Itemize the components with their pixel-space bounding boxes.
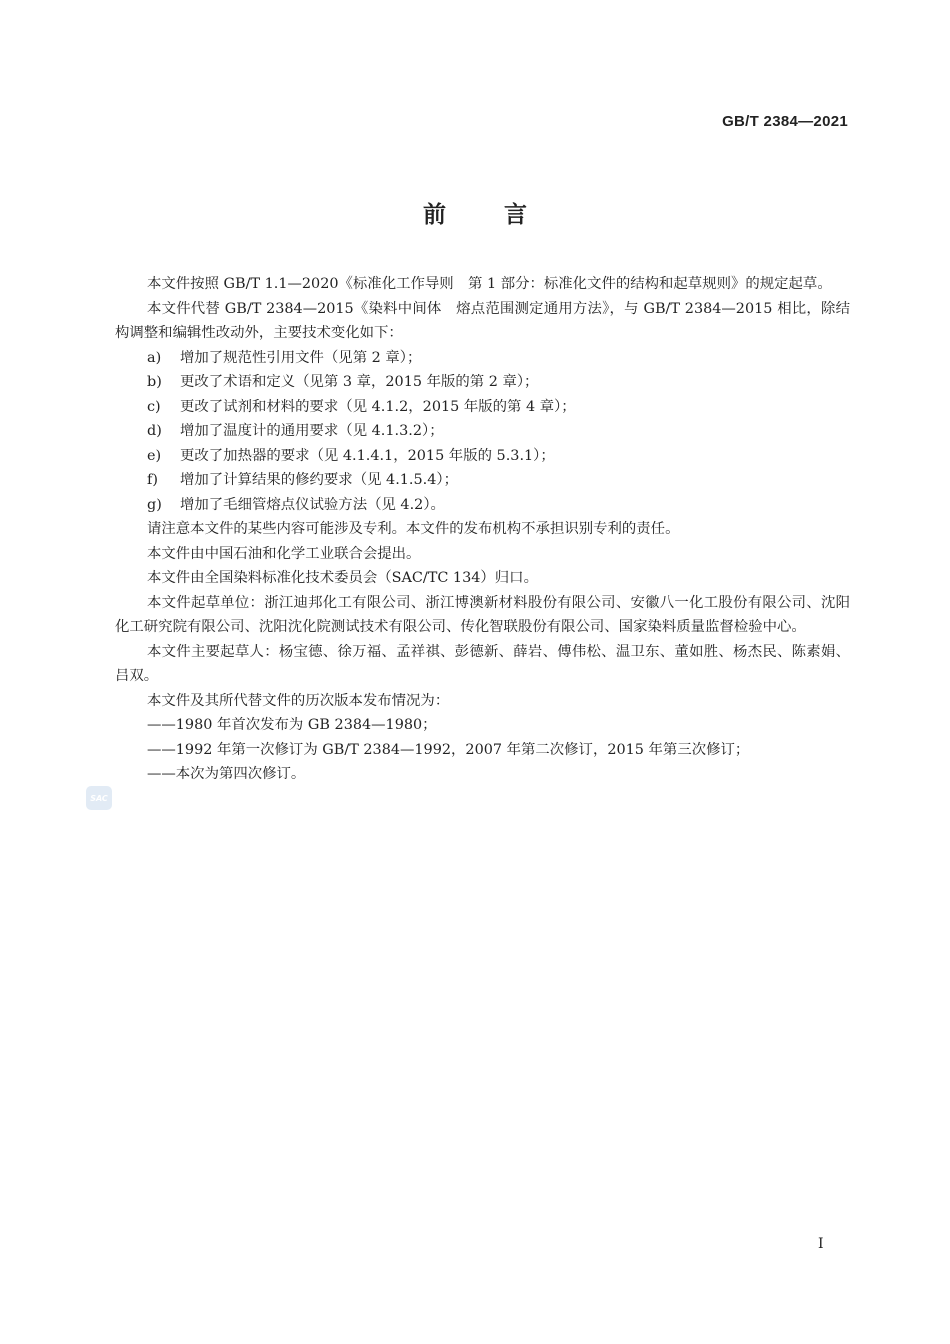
list-item-text: 增加了计算结果的修约要求（见 4.1.5.4）； — [180, 472, 458, 488]
sac-watermark-logo: SAC — [86, 786, 112, 810]
paragraph: 本文件及其所代替文件的历次版本发布情况为： — [147, 692, 450, 709]
list-item — [115, 370, 850, 395]
history-item: ——1980 年首次发布为 GB 2384—1980； — [147, 717, 437, 733]
paragraph: 本文件按照 GB/T 1.1—2020《标准化工作导则 第 1 部分：标准化文件的结构和起草规则》的规定起草。 — [147, 276, 832, 292]
paragraph: 本文件起草单位：浙江迪邦化工有限公司、浙江博澳新材料股份有限公司、安徽八一化工股份有限公司、沈阳化工研究院有限公司、沈阳沈化院测试技术有限公司、传化智联股份有限公司、国家染料质量监督检验中心。 — [115, 594, 850, 635]
list-item-text: 更改了加热器的要求（见 4.1.4.1，2015 年版的 5.3.1）； — [180, 447, 555, 464]
list-item — [115, 468, 850, 493]
list-item-text: 更改了术语和定义（见第 3 章，2015 年版的第 2 章）； — [180, 374, 539, 390]
paragraph: 本文件代替 GB/T 2384—2015《染料中间体 熔点范围测定通用方法》，与 GB/T 2384—2015 相比，除结构调整和编辑性改动外，主要技术变化如下： — [115, 300, 850, 341]
foreword-body — [115, 272, 850, 787]
list-marker: e) — [147, 447, 162, 464]
list-item-text: 增加了毛细管熔点仪试验方法（见 4.2）。 — [180, 496, 445, 513]
list-item-text: 增加了规范性引用文件（见第 2 章）； — [180, 349, 422, 366]
list-item — [115, 419, 850, 444]
standard-code: GB/T 2384—2021 — [722, 113, 848, 130]
list-marker: a) — [147, 349, 162, 366]
list-item-text: 更改了试剂和材料的要求（见 4.1.2，2015 年版的第 4 章）； — [180, 398, 576, 415]
list-marker: g) — [147, 496, 162, 513]
page-number: I — [818, 1236, 824, 1252]
list-marker: f) — [147, 472, 158, 488]
page-title: 前言 — [423, 202, 585, 228]
history-list — [115, 713, 850, 787]
list-item — [115, 493, 850, 518]
paragraph: 本文件由全国染料标准化技术委员会（SAC/TC 134）归口。 — [147, 570, 538, 586]
history-item: ——本次为第四次修订。 — [147, 766, 306, 782]
list-item-text: 增加了温度计的通用要求（见 4.1.3.2）； — [180, 423, 444, 439]
paragraph: 本文件主要起草人：杨宝德、徐万福、孟祥祺、彭德新、薛岩、傅伟松、温卫东、董如胜、杨杰民、陈素娟、吕双。 — [115, 643, 850, 684]
list-item — [115, 444, 850, 469]
paragraph: 本文件由中国石油和化学工业联合会提出。 — [147, 545, 421, 562]
list-marker: b) — [147, 374, 162, 390]
list-item — [115, 346, 850, 371]
changes-list — [115, 346, 850, 518]
list-marker: c) — [147, 398, 161, 415]
list-item — [115, 395, 850, 420]
paragraph: 请注意本文件的某些内容可能涉及专利。本文件的发布机构不承担识别专利的责任。 — [147, 521, 680, 537]
list-marker: d) — [147, 423, 162, 439]
history-item: ——1992 年第一次修订为 GB/T 2384—1992，2007 年第二次修订，2015 年第三次修订； — [147, 741, 750, 758]
